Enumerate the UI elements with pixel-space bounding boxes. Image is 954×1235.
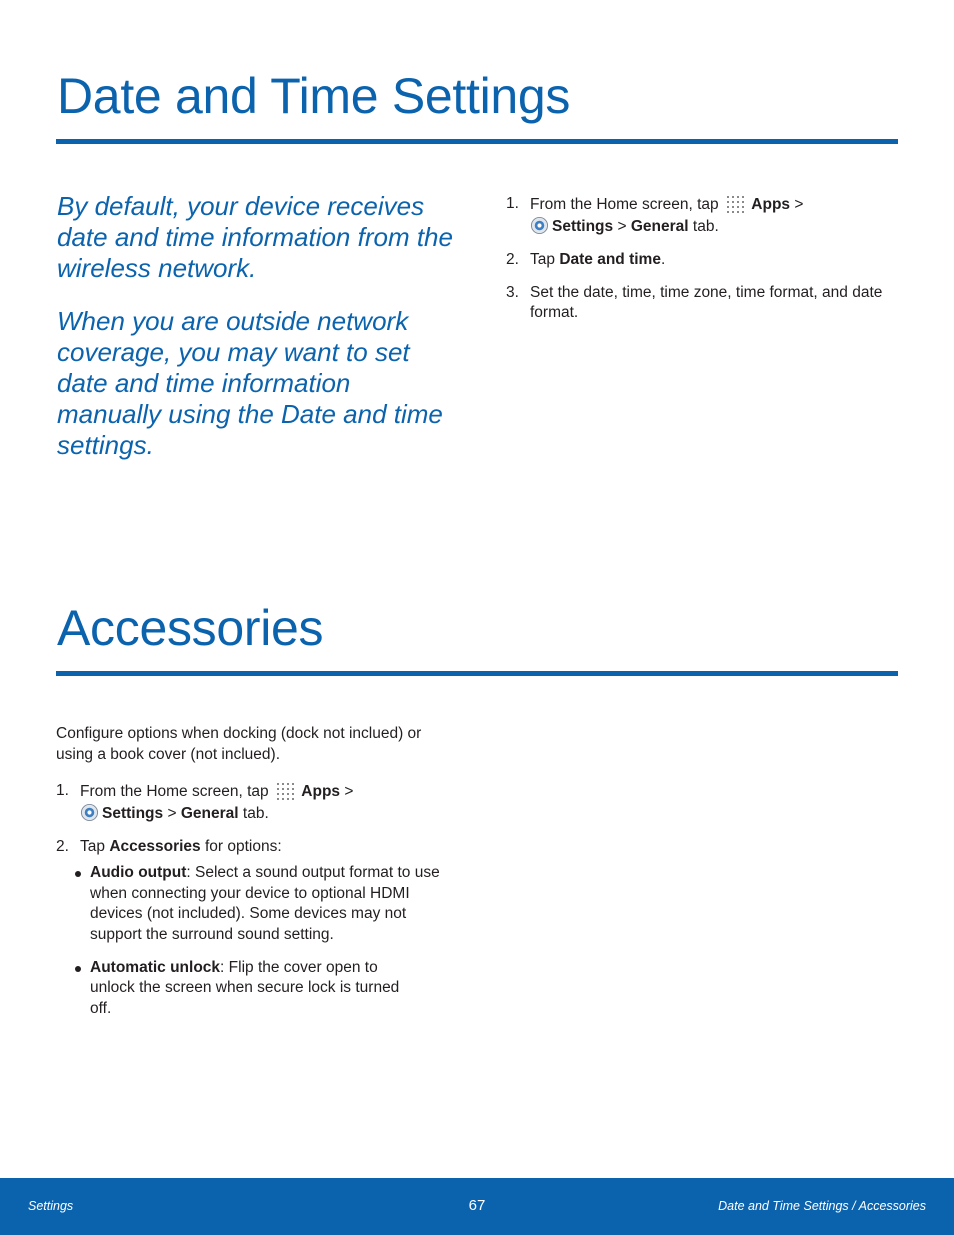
step-text: . xyxy=(660,250,666,268)
step-item xyxy=(506,283,886,324)
separator: > xyxy=(344,783,354,800)
separator: > xyxy=(167,804,177,822)
step-text: tab. xyxy=(692,217,719,235)
date-time-steps xyxy=(506,194,886,336)
options-list xyxy=(73,863,456,1019)
option-description: : Select a sound output format to use when connecting your device to optional HDMI devices (not included). Some devices may not support the surround sound setting. xyxy=(90,864,440,943)
title-rule xyxy=(56,139,898,144)
apps-label: Apps xyxy=(301,783,341,800)
option-term: Automatic unlock xyxy=(90,958,221,976)
separator: > xyxy=(794,196,804,213)
apps-label: Apps xyxy=(751,196,791,213)
step-item xyxy=(56,837,456,1020)
footer-topic: Date and Time Settings / Accessories xyxy=(718,1199,926,1213)
general-label: General xyxy=(180,804,239,822)
separator: > xyxy=(617,217,627,235)
step-item xyxy=(506,250,886,271)
step-number: 1. xyxy=(56,782,69,799)
step-item xyxy=(506,194,886,237)
accessories-intro: Configure options when docking (dock not inclued) or using a book cover (not inclued). xyxy=(56,725,422,763)
footer-section: Settings xyxy=(28,1199,74,1213)
settings-gear-icon xyxy=(530,216,549,235)
option-description: : Flip the cover open to unlock the screen when secure lock is turned off. xyxy=(90,958,400,1017)
accessories-label: Accessories xyxy=(109,837,201,855)
settings-label: Settings xyxy=(102,804,164,822)
intro-paragraph: When you are outside network coverage, you may want to set date and time information manually using the Date and time settings. xyxy=(57,306,443,460)
apps-grid-icon xyxy=(725,194,745,214)
list-item xyxy=(73,863,456,945)
bullet-icon xyxy=(75,966,81,972)
step-number: 3. xyxy=(506,283,519,301)
step-text: Set the date, time, time zone, time format, and date format. xyxy=(530,283,883,321)
step-item xyxy=(56,781,456,824)
step-text: Tap xyxy=(530,250,555,268)
date-and-time-label: Date and time xyxy=(559,250,661,268)
intro-paragraph: By default, your device receives date and time information from the wireless network. xyxy=(57,191,453,283)
step-text: From the Home screen, tap xyxy=(530,196,719,213)
step-text: tab. xyxy=(242,804,269,822)
settings-label: Settings xyxy=(552,217,614,235)
step-text: Tap xyxy=(80,837,105,855)
step-number: 1. xyxy=(506,195,519,212)
step-number: 2. xyxy=(56,837,69,855)
page-number: 67 xyxy=(468,1197,486,1214)
page-footer xyxy=(0,1178,954,1235)
option-term: Audio output xyxy=(90,864,187,881)
intro-text xyxy=(57,191,457,483)
bullet-icon xyxy=(75,871,81,877)
page-title-accessories: Accessories xyxy=(57,600,324,656)
settings-gear-icon xyxy=(80,803,99,822)
step-number: 2. xyxy=(506,250,519,268)
accessories-content xyxy=(56,724,456,1032)
list-item xyxy=(73,958,456,1020)
general-label: General xyxy=(630,217,689,235)
apps-grid-icon xyxy=(275,781,295,801)
page-title-date-time: Date and Time Settings xyxy=(57,68,571,124)
step-text: for options: xyxy=(204,837,282,855)
step-text: From the Home screen, tap xyxy=(80,783,269,800)
title-rule xyxy=(56,671,898,676)
